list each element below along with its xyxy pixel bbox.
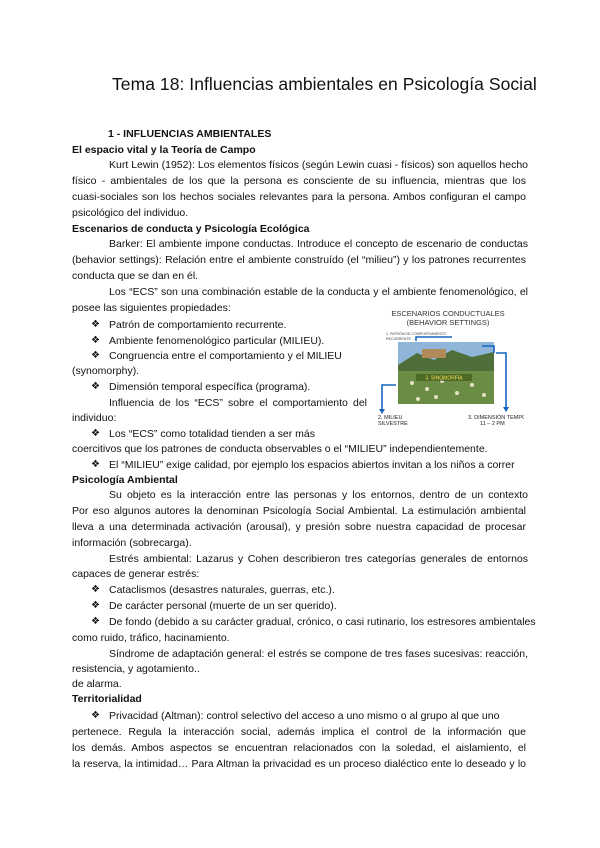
figure-label-dimension: 3. DIMENSIÓN TEMP xyxy=(468,415,522,421)
paragraph-line: capaces de generar estrés: xyxy=(72,568,200,580)
figure-label-pattern-2: RECURRENTE xyxy=(386,337,411,341)
paragraph-line: Por eso algunos autores la denominan Psicología Social Ambiental. La estimulación ambiental xyxy=(72,505,526,517)
paragraph-line: (behavior settings): Relación entre el ambiente construído (el “milieu”) y los patrones recurrentes xyxy=(72,254,526,266)
list-item: Dimensión temporal específica (programa). xyxy=(109,381,311,393)
figure-label-milieu-2: SILVESTRE xyxy=(378,421,408,427)
list-item: De carácter personal (muerte de un ser querido). xyxy=(109,600,337,612)
photo-building xyxy=(422,349,446,358)
bullet-icon: ❖ xyxy=(91,381,100,392)
bullet-icon: ❖ xyxy=(91,319,100,330)
paragraph-line: psicológico del individuo. xyxy=(72,207,189,219)
paragraph-line: de alarma. xyxy=(72,678,122,690)
behavior-settings-figure xyxy=(372,305,524,431)
bullet-icon: ❖ xyxy=(91,616,100,627)
figure-label-dimension-2: 11 – 2 PM xyxy=(480,421,505,427)
figure-subtitle: (BEHAVIOR SETTINGS) xyxy=(406,318,490,327)
paragraph-line: información (sobrecarga). xyxy=(72,537,192,549)
list-item: Cataclismos (desastres naturales, guerras, etc.). xyxy=(109,584,335,596)
figure-label-milieu: 2. MILIEU xyxy=(378,415,403,421)
list-item: Congruencia entre el comportamiento y el MILIEU xyxy=(109,350,342,362)
paragraph-line: Kurt Lewin (1952): Los elementos físicos (según Lewin cuasi - físicos) son aquellos hecho xyxy=(109,159,528,171)
list-item: Privacidad (Altman): control selectivo del acceso a uno mismo o al grupo al que uno xyxy=(109,710,500,722)
paragraph-line: Barker: El ambiente impone conductas. Introduce el concepto de escenario de conductas xyxy=(109,238,528,250)
figure-label-synomorphy: 3. SINOMORFÍA xyxy=(425,375,463,382)
list-item: De fondo (debido a su carácter gradual, crónico, o casi rutinario, los estresores ambientales xyxy=(109,616,536,628)
paragraph-line: los demás. Ambos aspectos se encuentran relacionados con la soledad, el aislamiento, el xyxy=(72,742,526,754)
list-item-continuation: como ruido, tráfico, hacinamiento. xyxy=(72,632,230,644)
paragraph-line: individuo: xyxy=(72,412,117,424)
list-item-continuation: (synomorphy). xyxy=(72,365,140,377)
subheading-territorialidad: Territorialidad xyxy=(72,693,142,705)
list-item: Ambiente fenomenológico particular (MILIEU). xyxy=(109,335,325,347)
bullet-icon: ❖ xyxy=(91,459,100,470)
page-title: Tema 18: Influencias ambientales en Psicología Social xyxy=(112,74,537,94)
figure-label-pattern: 1. PATRÓN DE COMPORTAMIENTO xyxy=(386,332,446,336)
list-item: Los “ECS” como totalidad tienden a ser más xyxy=(109,428,316,440)
section-heading-influencias: 1 - INFLUENCIAS AMBIENTALES xyxy=(108,128,272,140)
paragraph-line: la reserva, la intimidad… Para Altman la privacidad es un proceso dialéctico ente lo deseado y lo xyxy=(72,758,526,770)
paragraph-line: físico - ambientales de los que la persona es consciente de su influencia, mientras que los xyxy=(72,175,526,187)
paragraph-line: cuasi-sociales son los hechos sociales relevantes para la persona. Ambos configuran el campo xyxy=(72,191,526,203)
paragraph-line: Influencia de los “ECS” sobre el comportamiento del xyxy=(109,397,367,409)
paragraph-line: resistencia, y agotamiento.. xyxy=(72,663,200,675)
bullet-icon: ❖ xyxy=(91,600,100,611)
paragraph-line: posee las siguientes propiedades: xyxy=(72,302,231,314)
list-item: Patrón de comportamiento recurrente. xyxy=(109,319,287,331)
list-item-continuation: coercitivos que los patrones de conducta observables o el “MILIEU” independientemente. xyxy=(72,443,488,455)
figure-title: ESCENARIOS CONDUCTUALES xyxy=(391,309,505,318)
subheading-espacio-vital: El espacio vital y la Teoría de Campo xyxy=(72,144,256,156)
paragraph-line: lleva a una determinada activación (arousal), y presión sobre nuestra capacidad de procesar xyxy=(72,521,526,533)
paragraph-line: Estrés ambiental: Lazarus y Cohen describieron tres categorías generales de entornos xyxy=(109,553,528,565)
paragraph-line: conducta que se dan en él. xyxy=(72,270,199,282)
bullet-icon: ❖ xyxy=(91,335,100,346)
list-item: El “MILIEU” exige calidad, por ejemplo los espacios abiertos invitan a los niños a correr xyxy=(109,459,515,471)
paragraph-line: Síndrome de adaptación general: el estrés se compone de tres fases sucesivas: reacción, xyxy=(109,648,528,660)
subheading-escenarios: Escenarios de conducta y Psicología Ecológica xyxy=(72,223,310,235)
bullet-icon: ❖ xyxy=(91,710,100,721)
bullet-icon: ❖ xyxy=(91,428,100,439)
bullet-icon: ❖ xyxy=(91,350,100,361)
paragraph-line: pertenece. Regula la interacción social, además implica el control de la información que xyxy=(72,726,526,738)
paragraph-line: Los “ECS” son una combinación estable de la conducta y el ambiente fenomenológico, el xyxy=(109,286,528,298)
paragraph-line: Su objeto es la interacción entre las personas y los entornos, dentro de un contexto xyxy=(109,489,528,501)
behavior-settings-diagram xyxy=(372,305,524,431)
subheading-psicologia-ambiental: Psicología Ambiental xyxy=(72,474,178,486)
bullet-icon: ❖ xyxy=(91,584,100,595)
